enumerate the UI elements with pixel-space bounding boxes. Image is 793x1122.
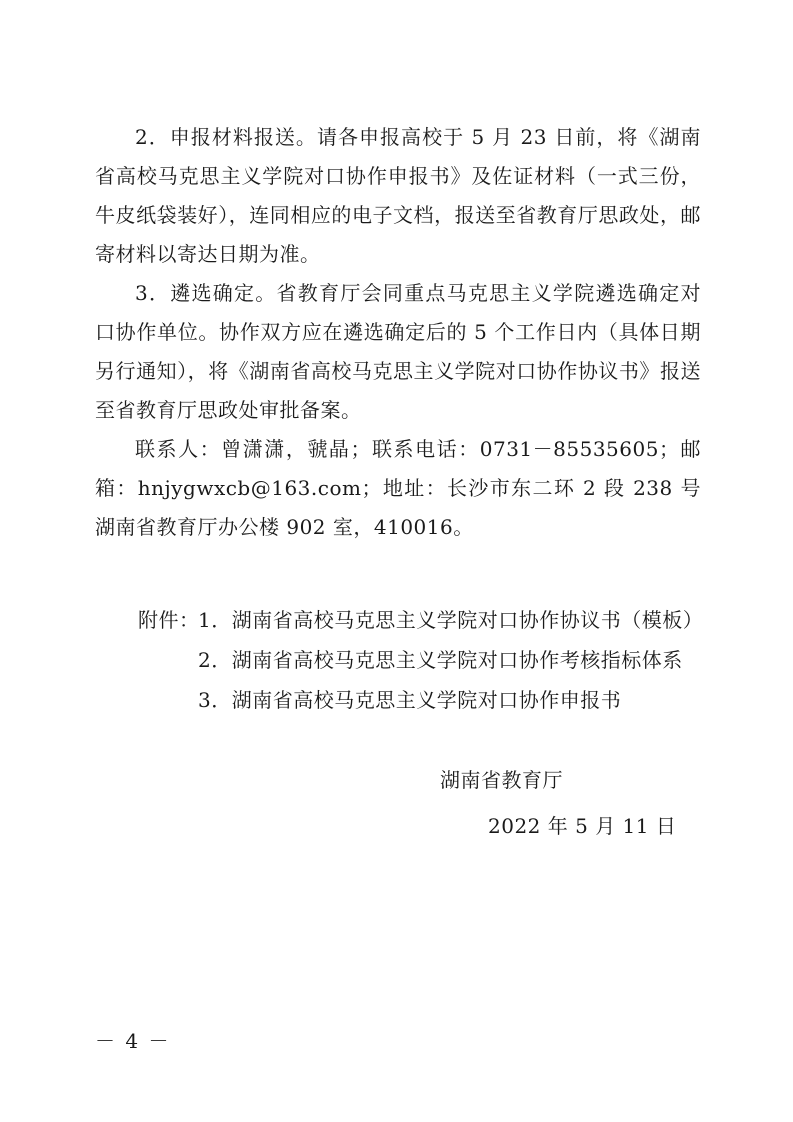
- attachments-indent: [138, 680, 198, 720]
- attachment-title: 湖南省高校马克思主义学院对口协作协议书（模板）: [231, 608, 704, 632]
- attachment-item: [138, 680, 718, 720]
- attachment-number: 1．: [198, 608, 232, 632]
- attachment-item: [138, 640, 718, 680]
- attachment-title: 湖南省高校马克思主义学院对口协作申报书: [231, 688, 622, 712]
- document-body: [95, 118, 701, 547]
- attachments-label: 附件：: [138, 608, 200, 632]
- attachment-title: 湖南省高校马克思主义学院对口协作考核指标体系: [231, 648, 683, 672]
- issuing-organization: 湖南省教育厅: [440, 768, 563, 792]
- paragraph-submission: 2．申报材料报送。请各申报高校于 5 月 23 日前，将《湖南省高校马克思主义学院对口协作申报书》及佐证材料（一式三份，牛皮纸袋装好），连同相应的电子文档，报送至省教育厅思政处，邮寄材料以寄达日期为准。: [95, 125, 701, 266]
- attachment-number: 3．: [198, 688, 232, 712]
- signature-block: [440, 760, 676, 846]
- paragraph-contact: 联系人：曾潇潇，虢晶；联系电话：0731－85535605；邮箱：hnjygwxcb@163.com；地址：长沙市东二环 2 段 238 号湖南省教育厅办公楼 902 室，410016。: [95, 437, 701, 539]
- attachment-item: [138, 600, 718, 640]
- attachments-list: [138, 600, 718, 720]
- paragraph-selection: 3．遴选确定。省教育厅会同重点马克思主义学院遴选确定对口协作单位。协作双方应在遴选确定后的 5 个工作日内（具体日期另行通知），将《湖南省高校马克思主义学院对口协作协议书》报送至省教育厅思政处审批备案。: [95, 281, 701, 422]
- issue-date: 2022 年 5 月 11 日: [488, 814, 677, 838]
- attachment-number: 2．: [198, 648, 232, 672]
- attachments-indent: [138, 640, 198, 680]
- page-number: － 4 －: [95, 1029, 171, 1053]
